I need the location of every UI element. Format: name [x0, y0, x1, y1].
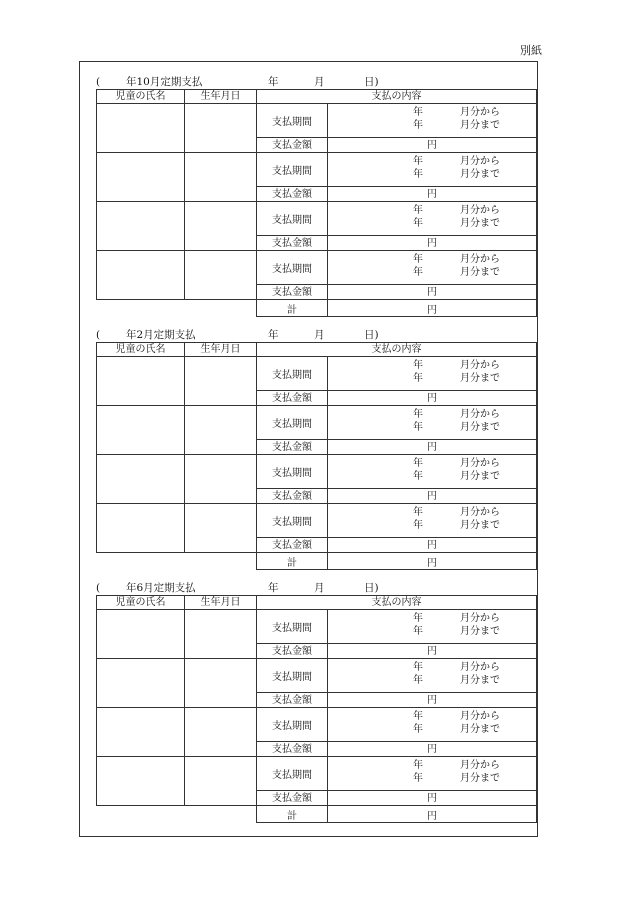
period-to-line: 年 月分まで: [413, 120, 500, 131]
attachment-label: 別紙: [520, 44, 542, 57]
birth-date-cell[interactable]: [185, 251, 257, 300]
total-amount-cell[interactable]: 円: [328, 553, 537, 570]
payment-period-value: [328, 357, 536, 390]
payment-amount-cell[interactable]: 円: [328, 538, 537, 553]
header-payment-details: 支払の内容: [257, 343, 537, 357]
table-header-row: [97, 596, 537, 610]
payment-period-value: [328, 708, 536, 741]
total-row: [97, 553, 537, 570]
payment-period-label: 支払期間: [257, 659, 328, 693]
child-name-cell[interactable]: [97, 455, 185, 504]
header-payment-details: 支払の内容: [257, 596, 537, 610]
payment-amount-cell[interactable]: 円: [328, 693, 537, 708]
payment-section: [96, 581, 537, 823]
period-to-line: 年 月分まで: [413, 520, 500, 531]
total-row: [97, 806, 537, 823]
header-payment-details: 支払の内容: [257, 90, 537, 104]
payment-amount-label: 支払金額: [257, 538, 328, 553]
period-from-line: 年 月分から: [413, 711, 500, 722]
payment-period-value: [328, 659, 536, 692]
payment-period-value: [328, 202, 536, 235]
payment-period-label: 支払期間: [257, 202, 328, 236]
header-birth-date: 生年月日: [185, 343, 257, 357]
section-title-open-paren: (: [96, 76, 101, 88]
payment-period-cell[interactable]: [328, 357, 537, 391]
table-row: [97, 455, 537, 489]
header-child-name: 児童の氏名: [97, 343, 185, 357]
section-title-year: 年: [268, 582, 279, 594]
section-title-open-paren: (: [96, 329, 101, 341]
period-from-line: 年 月分から: [413, 205, 500, 216]
child-name-cell[interactable]: [97, 202, 185, 251]
section-title-day: 日): [364, 582, 379, 594]
payment-section: [96, 75, 537, 317]
table-header-row: [97, 90, 537, 104]
child-name-cell[interactable]: [97, 104, 185, 153]
payment-period-value: [328, 757, 536, 790]
table-row: [97, 251, 537, 285]
payment-amount-label: 支払金額: [257, 489, 328, 504]
total-amount-cell[interactable]: 円: [328, 806, 537, 823]
birth-date-cell[interactable]: [185, 202, 257, 251]
birth-date-cell[interactable]: [185, 504, 257, 553]
section-title-year: 年: [268, 76, 279, 88]
payment-period-cell[interactable]: [328, 153, 537, 187]
payment-period-label: 支払期間: [257, 455, 328, 489]
period-from-line: 年 月分から: [413, 254, 500, 265]
payment-period-cell[interactable]: [328, 757, 537, 791]
payment-period-label: 支払期間: [257, 757, 328, 791]
payment-amount-label: 支払金額: [257, 791, 328, 806]
payment-amount-cell[interactable]: 円: [328, 791, 537, 806]
period-from-line: 年 月分から: [413, 360, 500, 371]
payment-amount-label: 支払金額: [257, 391, 328, 406]
table-row: [97, 104, 537, 138]
section-title: [96, 328, 537, 342]
header-birth-date: 生年月日: [185, 596, 257, 610]
payment-amount-label: 支払金額: [257, 693, 328, 708]
payment-period-label: 支払期間: [257, 708, 328, 742]
child-name-cell[interactable]: [97, 406, 185, 455]
table-row: [97, 659, 537, 693]
table-row: [97, 202, 537, 236]
payment-period-value: [328, 251, 536, 284]
birth-date-cell[interactable]: [185, 104, 257, 153]
payment-amount-cell[interactable]: 円: [328, 285, 537, 300]
payment-period-cell[interactable]: [328, 708, 537, 742]
period-to-line: 年 月分まで: [413, 218, 500, 229]
period-to-line: 年 月分まで: [413, 471, 500, 482]
table-row: [97, 406, 537, 440]
payment-period-value: [328, 153, 536, 186]
payment-period-label: 支払期間: [257, 504, 328, 538]
payment-period-label: 支払期間: [257, 406, 328, 440]
payment-table: [96, 595, 537, 823]
total-row: [97, 300, 537, 317]
payment-period-cell[interactable]: [328, 406, 537, 440]
payment-amount-cell[interactable]: 円: [328, 187, 537, 202]
period-from-line: 年 月分から: [413, 156, 500, 167]
payment-period-label: 支払期間: [257, 251, 328, 285]
payment-table: [96, 89, 537, 317]
payment-period-cell[interactable]: [328, 104, 537, 138]
period-from-line: 年 月分から: [413, 507, 500, 518]
section-title-title: 年10月定期支払: [126, 76, 203, 88]
section-title-year: 年: [268, 329, 279, 341]
birth-date-cell[interactable]: [185, 708, 257, 757]
section-title-title: 年6月定期支払: [126, 582, 196, 594]
section-title-day: 日): [364, 329, 379, 341]
section-title: [96, 581, 537, 595]
child-name-cell[interactable]: [97, 504, 185, 553]
payment-amount-label: 支払金額: [257, 187, 328, 202]
table-row: [97, 357, 537, 391]
payment-amount-label: 支払金額: [257, 236, 328, 251]
table-header-row: [97, 343, 537, 357]
section-title: [96, 75, 537, 89]
section-title-open-paren: (: [96, 582, 101, 594]
payment-amount-cell[interactable]: 円: [328, 644, 537, 659]
payment-period-label: 支払期間: [257, 104, 328, 138]
payment-period-label: 支払期間: [257, 357, 328, 391]
payment-amount-label: 支払金額: [257, 644, 328, 659]
payment-amount-cell[interactable]: 円: [328, 742, 537, 757]
birth-date-cell[interactable]: [185, 406, 257, 455]
period-from-line: 年 月分から: [413, 107, 500, 118]
payment-period-value: [328, 104, 536, 137]
payment-amount-cell[interactable]: 円: [328, 489, 537, 504]
payment-section: [96, 328, 537, 570]
period-to-line: 年 月分まで: [413, 773, 500, 784]
payment-period-cell[interactable]: [328, 455, 537, 489]
total-label: 計: [257, 300, 328, 317]
birth-date-cell[interactable]: [185, 757, 257, 806]
payment-amount-label: 支払金額: [257, 742, 328, 757]
payment-period-cell[interactable]: [328, 202, 537, 236]
section-title-month: 月: [314, 76, 325, 88]
payment-amount-cell[interactable]: 円: [328, 440, 537, 455]
payment-period-value: [328, 504, 536, 537]
payment-table: [96, 342, 537, 570]
section-title-month: 月: [314, 329, 325, 341]
header-child-name: 児童の氏名: [97, 596, 185, 610]
period-to-line: 年 月分まで: [413, 675, 500, 686]
period-to-line: 年 月分まで: [413, 373, 500, 384]
payment-period-value: [328, 610, 536, 643]
child-name-cell[interactable]: [97, 357, 185, 406]
total-amount-cell[interactable]: 円: [328, 300, 537, 317]
total-label: 計: [257, 806, 328, 823]
child-name-cell[interactable]: [97, 757, 185, 806]
period-to-line: 年 月分まで: [413, 724, 500, 735]
header-child-name: 児童の氏名: [97, 90, 185, 104]
table-row: [97, 610, 537, 644]
payment-amount-label: 支払金額: [257, 440, 328, 455]
section-title-month: 月: [314, 582, 325, 594]
birth-date-cell[interactable]: [185, 153, 257, 202]
child-name-cell[interactable]: [97, 708, 185, 757]
child-name-cell[interactable]: [97, 153, 185, 202]
period-from-line: 年 月分から: [413, 409, 500, 420]
payment-period-cell[interactable]: [328, 659, 537, 693]
period-from-line: 年 月分から: [413, 760, 500, 771]
birth-date-cell[interactable]: [185, 357, 257, 406]
table-row: [97, 757, 537, 791]
period-from-line: 年 月分から: [413, 662, 500, 673]
child-name-cell[interactable]: [97, 251, 185, 300]
birth-date-cell[interactable]: [185, 610, 257, 659]
period-to-line: 年 月分まで: [413, 267, 500, 278]
period-to-line: 年 月分まで: [413, 169, 500, 180]
payment-amount-cell[interactable]: 円: [328, 236, 537, 251]
payment-period-label: 支払期間: [257, 610, 328, 644]
payment-amount-cell[interactable]: 円: [328, 391, 537, 406]
birth-date-cell[interactable]: [185, 659, 257, 708]
table-row: [97, 153, 537, 187]
payment-period-cell[interactable]: [328, 504, 537, 538]
payment-amount-label: 支払金額: [257, 138, 328, 153]
period-to-line: 年 月分まで: [413, 626, 500, 637]
payment-period-label: 支払期間: [257, 153, 328, 187]
payment-period-cell[interactable]: [328, 251, 537, 285]
section-title-title: 年2月定期支払: [126, 329, 196, 341]
section-title-day: 日): [364, 76, 379, 88]
payment-period-value: [328, 455, 536, 488]
child-name-cell[interactable]: [97, 610, 185, 659]
total-label: 計: [257, 553, 328, 570]
payment-period-cell[interactable]: [328, 610, 537, 644]
birth-date-cell[interactable]: [185, 455, 257, 504]
payment-period-value: [328, 406, 536, 439]
table-row: [97, 504, 537, 538]
payment-amount-cell[interactable]: 円: [328, 138, 537, 153]
header-birth-date: 生年月日: [185, 90, 257, 104]
period-to-line: 年 月分まで: [413, 422, 500, 433]
child-name-cell[interactable]: [97, 659, 185, 708]
period-from-line: 年 月分から: [413, 613, 500, 624]
payment-amount-label: 支払金額: [257, 285, 328, 300]
table-row: [97, 708, 537, 742]
period-from-line: 年 月分から: [413, 458, 500, 469]
